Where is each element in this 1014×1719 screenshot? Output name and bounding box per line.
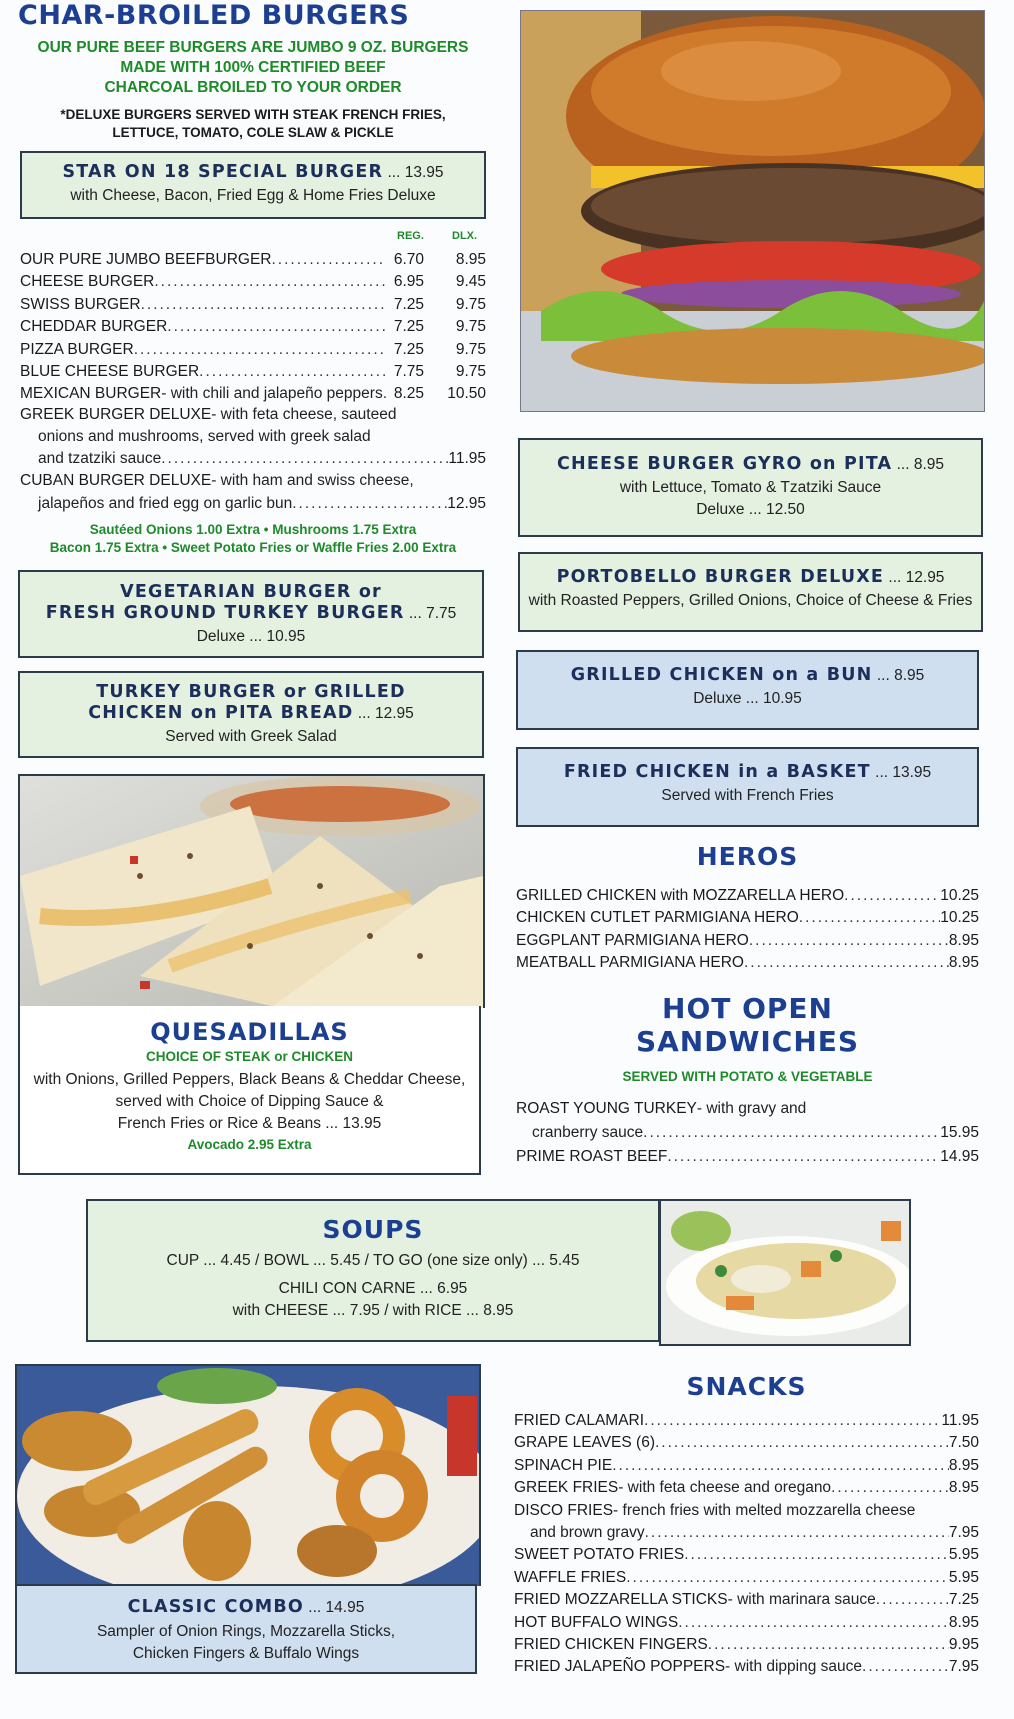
item-desc: - with dipping sauce <box>725 1658 863 1676</box>
leader-dots <box>876 1589 949 1611</box>
menu-item <box>20 316 486 338</box>
item-price: 7.50 <box>948 1434 979 1452</box>
leader-dots <box>831 1477 949 1499</box>
item-name: SWISS BURGER <box>20 295 141 313</box>
menu-item-cont <box>532 1122 979 1144</box>
item-price-deluxe: 9.75 <box>455 363 486 380</box>
quesadillas-subtitle: CHOICE OF STEAK or CHICKEN <box>145 1049 353 1064</box>
item-price-deluxe: 9.75 <box>455 340 486 358</box>
item-name: SWEET POTATO FRIES <box>514 1546 685 1564</box>
leader-dots <box>644 1410 941 1432</box>
fried-chicken-price: 13.95 <box>892 764 932 781</box>
item-price-deluxe: 10.50 <box>447 385 486 403</box>
item-price: 10.25 <box>940 909 979 927</box>
veggie-deluxe: Deluxe ... 10.95 <box>196 628 306 645</box>
leader-dots <box>271 249 386 271</box>
item-name: BLUE CHEESE BURGER <box>20 363 200 380</box>
burger-photo <box>520 10 985 412</box>
item-price: 11.95 <box>941 1412 979 1429</box>
menu-item-cont <box>38 448 486 470</box>
quesadilla-photo <box>18 774 485 1008</box>
item-price: 9.95 <box>948 1636 979 1653</box>
leader-dots <box>134 339 386 361</box>
item-name: ROAST YOUNG TURKEY <box>516 1100 697 1117</box>
soups-line1: CUP ... 4.45 / BOWL ... 5.45 / TO GO (one size only) ... 5.45 <box>166 1252 580 1269</box>
leader-dots <box>862 1656 949 1678</box>
menu-item <box>516 1146 979 1168</box>
menu-item <box>514 1612 979 1634</box>
turkey-pita-price: 12.95 <box>375 705 414 722</box>
soup-image <box>661 1201 909 1344</box>
menu-item <box>20 361 486 383</box>
leader-dots <box>844 885 940 907</box>
combo-desc2: Chicken Fingers & Buffalo Wings <box>132 1645 360 1662</box>
leader-dots <box>799 907 940 929</box>
gyro-deluxe: Deluxe ... 12.50 <box>696 501 805 518</box>
item-name: CHEDDAR BURGER <box>20 318 168 336</box>
item-name: PRIME ROAST BEEF <box>516 1148 668 1165</box>
intro-line: OUR PURE BEEF BURGERS ARE JUMBO 9 OZ. BURGERS <box>37 39 469 56</box>
item-desc: and tzatziki sauce <box>38 450 162 467</box>
menu-item <box>20 249 486 271</box>
gyro-price: 8.95 <box>913 456 944 473</box>
item-price: 8.95 <box>948 931 979 949</box>
item-desc: - with gravy and <box>696 1100 807 1117</box>
menu-item <box>514 1544 979 1566</box>
leader-dots <box>708 1634 949 1656</box>
item-price: 7.25 <box>393 340 424 358</box>
item-price: 7.95 <box>948 1524 979 1541</box>
item-price: 11.95 <box>448 450 486 467</box>
item-name: CHEESE BURGER <box>20 273 155 291</box>
grilled-chicken-box: GRILLED CHICKEN on a BUN ... 8.95 Deluxe ... 10.95 <box>516 650 979 730</box>
menu-item <box>20 271 486 293</box>
quesadilla-image <box>20 776 483 1008</box>
item-desc: onions and mushrooms, served with greek salad <box>38 428 371 445</box>
item-desc: - french fries with melted mozzarella cheese <box>613 1501 916 1519</box>
menu-item <box>514 1567 979 1589</box>
special-burger-desc: with Cheese, Bacon, Fried Egg & Home Fries Deluxe <box>70 187 436 204</box>
item-price-deluxe: 9.75 <box>455 295 486 313</box>
veggie-line2: FRESH GROUND TURKEY BURGER <box>45 603 405 623</box>
menu-item <box>20 470 486 492</box>
item-name: SPINACH PIE <box>514 1456 613 1474</box>
menu-item <box>514 1589 979 1611</box>
item-price-deluxe: 9.45 <box>455 273 486 291</box>
turkey-pita-line2: CHICKEN on PITA BREAD <box>88 703 354 723</box>
special-burger-price: 13.95 <box>404 164 444 181</box>
desc-line: French Fries or Rice & Beans ... 13.95 <box>117 1115 382 1132</box>
item-price: 8.95 <box>948 1456 979 1474</box>
item-name: GREEK FRIES <box>514 1479 619 1497</box>
item-price: 7.25 <box>393 295 424 313</box>
deluxe-note-line: LETTUCE, TOMATO, COLE SLAW & PICKLE <box>112 125 394 140</box>
hot-open-subtitle: SERVED WITH POTATO & VEGETABLE <box>622 1069 873 1084</box>
item-name: FRIED MOZZARELLA STICKS <box>514 1591 728 1609</box>
item-price: 8.95 <box>948 1613 979 1631</box>
burger-extras <box>20 521 486 557</box>
item-price: 6.95 <box>393 273 424 291</box>
item-name: MEATBALL PARMIGIANA HERO <box>516 954 744 972</box>
item-name: WAFFLE FRIES <box>514 1568 627 1586</box>
leader-dots <box>645 1522 949 1544</box>
special-burger-box: STAR ON 18 SPECIAL BURGER ... 13.95 with Cheese, Bacon, Fried Egg & Home Fries Deluxe <box>20 151 486 219</box>
soups-box <box>86 1199 660 1342</box>
item-price-deluxe: 9.75 <box>455 318 486 336</box>
menu-item <box>20 383 486 405</box>
leader-dots <box>678 1612 949 1634</box>
item-name: OUR PURE JUMBO BEEFBURGER <box>20 251 272 268</box>
menu-item <box>514 1410 979 1432</box>
item-name: GRILLED CHICKEN with MOZZARELLA HERO <box>516 887 845 904</box>
gyro-desc: with Lettuce, Tomato & Tzatziki Sauce <box>619 479 882 496</box>
item-desc: - with chili and jalapeño peppers <box>161 385 383 403</box>
fried-chicken-box: FRIED CHICKEN in a BASKET ... 13.95 Served with French Fries <box>516 747 979 827</box>
desc-line: served with Choice of Dipping Sauce & <box>115 1093 384 1110</box>
col-dlx-header: DLX. <box>452 230 478 242</box>
item-name: MEXICAN BURGER <box>20 385 162 403</box>
quesadillas-desc <box>20 1069 479 1135</box>
portobello-desc: with Roasted Peppers, Grilled Onions, Choice of Cheese & Fries <box>528 592 973 609</box>
item-price: 8.95 <box>948 954 979 972</box>
grilled-chicken-deluxe: Deluxe ... 10.95 <box>693 690 802 707</box>
item-price: 8.25 <box>393 385 424 403</box>
burgers-intro <box>18 38 488 98</box>
item-name: PIZZA BURGER <box>20 340 134 358</box>
menu-item <box>514 1634 979 1656</box>
item-price: 7.75 <box>393 363 424 380</box>
leader-dots <box>154 271 386 293</box>
item-price: 7.95 <box>948 1658 979 1676</box>
item-desc: cranberry sauce <box>532 1124 644 1141</box>
fried-chicken-desc: Served with French Fries <box>661 787 834 804</box>
soups-line3: with CHEESE ... 7.95 / with RICE ... 8.95 <box>232 1302 514 1319</box>
leader-dots <box>684 1544 949 1566</box>
leader-dots <box>744 952 949 974</box>
hot-open-title <box>516 992 979 1058</box>
extras-line: Sautéed Onions 1.00 Extra • Mushrooms 1.75 Extra <box>89 522 417 537</box>
item-price: 14.95 <box>940 1148 979 1165</box>
intro-line: CHARCOAL BROILED TO YOUR ORDER <box>104 79 402 96</box>
leader-dots <box>612 1455 949 1477</box>
menu-item <box>516 930 979 952</box>
deluxe-note <box>18 106 488 142</box>
item-name: GRAPE LEAVES (6) <box>514 1434 655 1452</box>
leader-dots <box>167 316 386 338</box>
menu-item <box>514 1432 979 1454</box>
menu-item-cont <box>530 1522 979 1544</box>
item-desc: and brown gravy <box>530 1524 645 1541</box>
veggie-price: 7.75 <box>426 605 457 622</box>
item-desc: - with feta cheese and oregano <box>618 1479 832 1497</box>
menu-item <box>514 1500 979 1522</box>
col-reg-header: REG. <box>397 230 424 242</box>
leader-dots <box>655 1432 949 1454</box>
soup-photo <box>659 1199 911 1346</box>
heros-title: HEROS <box>696 842 799 871</box>
item-name: CUBAN BURGER DELUXE <box>20 472 212 489</box>
burgers-title: CHAR-BROILED BURGERS <box>18 0 410 31</box>
intro-line: MADE WITH 100% CERTIFIED BEEF <box>120 59 386 76</box>
leader-dots <box>749 930 949 952</box>
item-price: 10.25 <box>940 887 979 904</box>
burger-image <box>521 11 984 411</box>
menu-item-cont <box>38 493 486 515</box>
quesadillas-title: QUESADILLAS <box>150 1018 349 1046</box>
veggie-burger-box: VEGETARIAN BURGER or FRESH GROUND TURKEY BURGER ... 7.75 Deluxe ... 10.95 <box>18 570 484 658</box>
leader-dots <box>626 1567 949 1589</box>
item-price: 6.70 <box>393 251 424 268</box>
item-price: 5.95 <box>948 1568 979 1586</box>
extras-line: Bacon 1.75 Extra • Sweet Potato Fries or Waffle Fries 2.00 Extra <box>49 540 457 555</box>
menu-item <box>516 885 979 907</box>
desc-line: with Onions, Grilled Peppers, Black Beans & Cheddar Cheese, <box>33 1071 466 1088</box>
soups-title: SOUPS <box>322 1215 424 1244</box>
item-price: 12.95 <box>447 495 486 512</box>
special-burger-name: STAR ON 18 SPECIAL BURGER <box>62 162 384 182</box>
leader-dots <box>199 361 386 383</box>
quesadillas-extra: Avocado 2.95 Extra <box>187 1137 312 1152</box>
combo-photo <box>15 1364 481 1586</box>
menu-item <box>514 1656 979 1678</box>
item-price: 15.95 <box>940 1124 979 1141</box>
grilled-chicken-price: 8.95 <box>894 667 925 684</box>
combo-name: CLASSIC COMBO <box>127 1597 304 1617</box>
portobello-box: PORTOBELLO BURGER DELUXE ... 12.95 with Roasted Peppers, Grilled Onions, Choice of Cheese & Fries <box>518 552 983 632</box>
gyro-name: CHEESE BURGER GYRO on PITA <box>556 454 893 474</box>
menu-item <box>516 1098 979 1120</box>
turkey-pita-line1: TURKEY BURGER or GRILLED <box>96 682 406 702</box>
item-name: FRIED CHICKEN FINGERS <box>514 1636 708 1653</box>
item-price: 8.95 <box>948 1479 979 1497</box>
menu-item <box>20 404 486 426</box>
combo-price: 14.95 <box>325 1599 365 1616</box>
menu-item-cont <box>38 426 486 448</box>
portobello-price: 12.95 <box>905 569 945 586</box>
item-price: 5.95 <box>948 1546 979 1564</box>
item-price: 7.25 <box>948 1591 979 1609</box>
quesadillas-box <box>18 1006 481 1175</box>
item-name: CHICKEN CUTLET PARMIGIANA HERO <box>516 909 799 927</box>
portobello-name: PORTOBELLO BURGER DELUXE <box>556 567 885 587</box>
item-desc: jalapeños and fried egg on garlic bun <box>38 495 293 512</box>
item-desc: - with feta cheese, sauteed <box>211 406 397 423</box>
combo-box: CLASSIC COMBO ... 14.95 Sampler of Onion Rings, Mozzarella Sticks, Chicken Fingers & Buffalo Wings <box>15 1584 477 1674</box>
fried-chicken-name: FRIED CHICKEN in a BASKET <box>563 762 871 782</box>
menu-item <box>516 907 979 929</box>
item-desc: - with marinara sauce <box>727 1591 876 1609</box>
veggie-line1: VEGETARIAN BURGER or <box>120 582 382 602</box>
turkey-pita-box: TURKEY BURGER or GRILLED CHICKEN on PITA BREAD ... 12.95 Served with Greek Salad <box>18 671 484 758</box>
item-name: FRIED CALAMARI <box>514 1412 645 1429</box>
item-name: EGGPLANT PARMIGIANA HERO <box>516 931 749 949</box>
menu-item <box>20 339 486 361</box>
combo-desc1: Sampler of Onion Rings, Mozzarella Sticks, <box>96 1623 396 1640</box>
menu-item <box>514 1477 979 1499</box>
gyro-box: CHEESE BURGER GYRO on PITA ... 8.95 with Lettuce, Tomato & Tzatziki Sauce Deluxe ... 12.50 <box>518 438 983 537</box>
menu-item <box>516 952 979 974</box>
item-price: 7.25 <box>393 318 424 336</box>
menu-item <box>20 294 486 316</box>
item-desc: - with ham and swiss cheese, <box>211 472 414 489</box>
hot-open-title-line: HOT OPEN <box>662 992 833 1025</box>
turkey-pita-desc: Served with Greek Salad <box>165 728 337 745</box>
hot-open-title-line: SANDWICHES <box>635 1025 860 1058</box>
item-price-deluxe: 8.95 <box>455 251 486 268</box>
leader-dots <box>141 294 386 316</box>
item-name: GREEK BURGER DELUXE <box>20 406 212 423</box>
item-name: FRIED JALAPEÑO POPPERS <box>514 1658 726 1676</box>
item-name: DISCO FRIES <box>514 1501 614 1519</box>
item-name: HOT BUFFALO WINGS <box>514 1613 679 1631</box>
combo-image <box>17 1366 479 1586</box>
menu-item <box>514 1455 979 1477</box>
grilled-chicken-name: GRILLED CHICKEN on a BUN <box>570 665 873 685</box>
deluxe-note-line: *DELUXE BURGERS SERVED WITH STEAK FRENCH FRIES, <box>60 107 446 122</box>
snacks-title: SNACKS <box>686 1372 807 1401</box>
soups-line2: CHILI CON CARNE ... 6.95 <box>278 1280 468 1297</box>
